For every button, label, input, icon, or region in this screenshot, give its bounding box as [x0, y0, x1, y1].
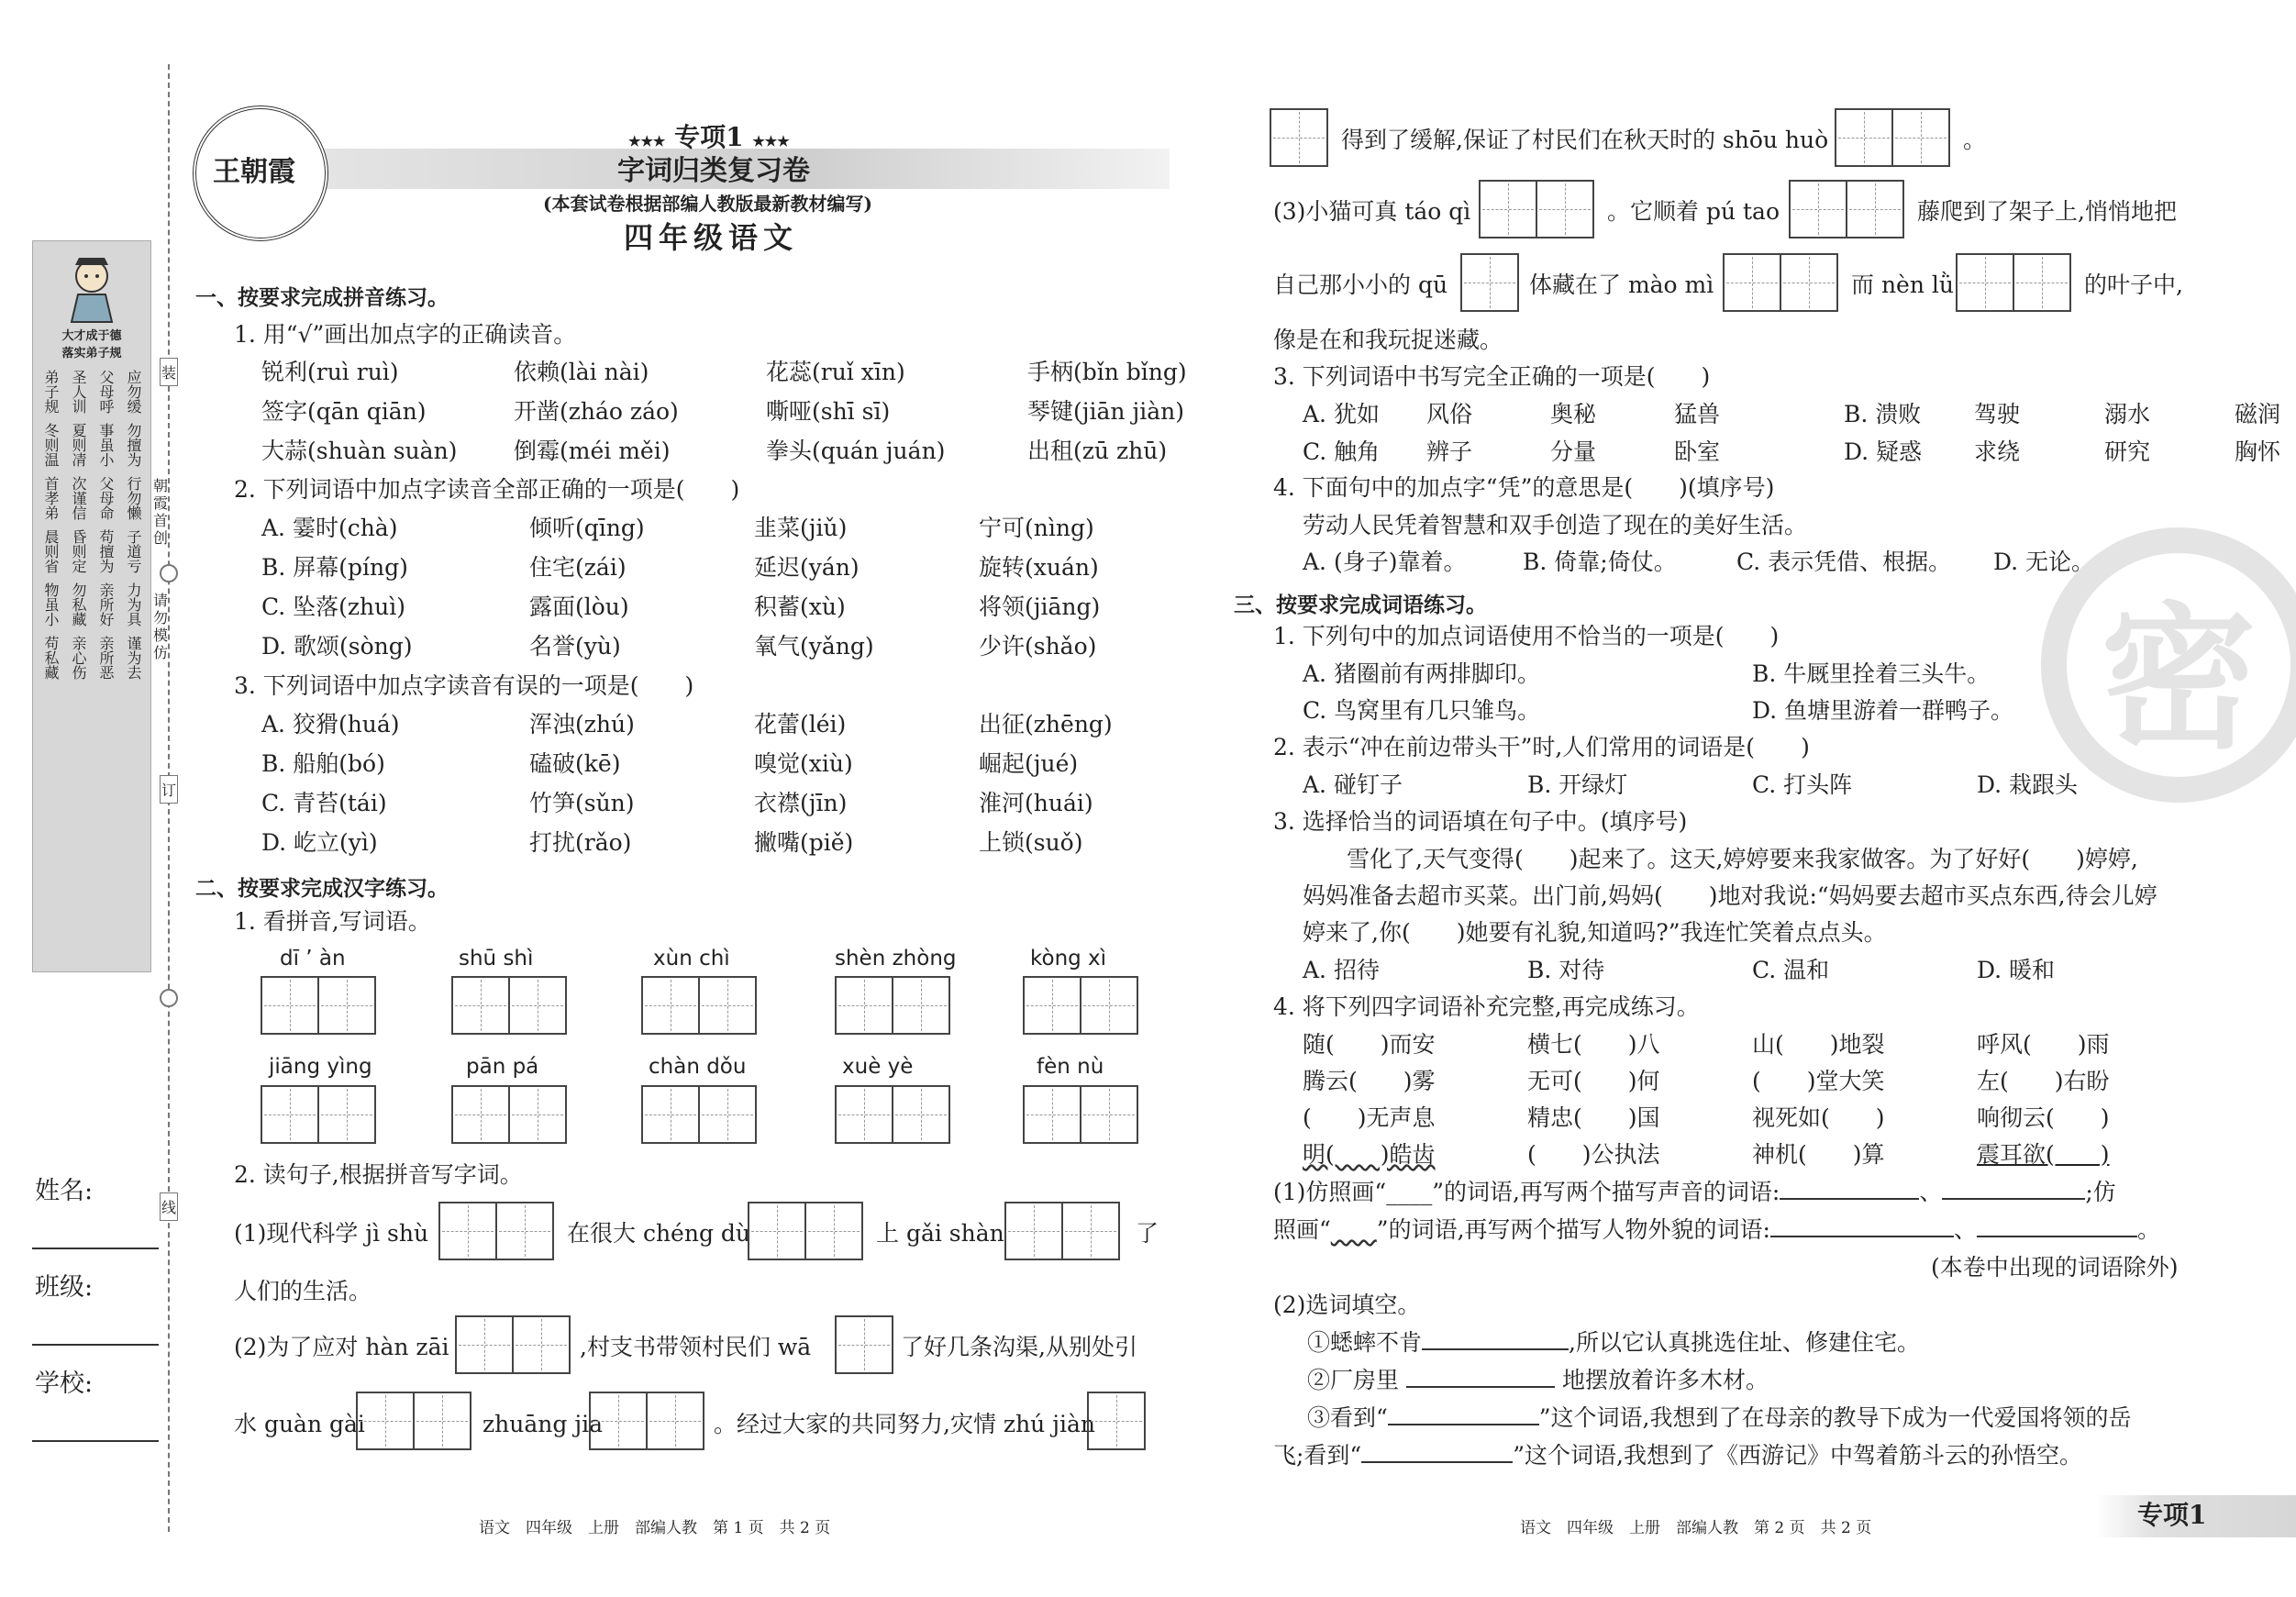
- q3-row-a: A. 狡猾(huá) 浑浊(zhú) 花蕾(léi) 出征(zhēng): [261, 711, 1113, 738]
- s4-line-1: (1)仿照画“____”的词语,再写两个描写声音的词语: 、 ;仿: [1273, 1179, 2116, 1205]
- s2-p2d: 水 guàn gài: [234, 1411, 365, 1437]
- stars-left: ★★★: [628, 133, 666, 150]
- r-l3c: 而 nèn lǜ: [1851, 272, 1954, 298]
- pinyin-5: kòng xì: [1030, 947, 1107, 970]
- r-l3d: 的叶子中,: [2084, 272, 2183, 298]
- grade-title: 四年级语文: [624, 220, 799, 255]
- r-l2a: (3)小猫可真 táo qì: [1273, 198, 1471, 225]
- name-label: 姓名:: [35, 1177, 94, 1205]
- r-q4-opts: A. (身子)靠着。 B. 倚靠;倚仗。 C. 表示凭借、根据。 D. 无论。: [1303, 549, 2095, 575]
- s2-p1e: 人们的生活。: [234, 1278, 372, 1304]
- s4-line-2: 照画“ ”的词语,再写两个描写人物外貌的词语: 、 。: [1273, 1216, 2160, 1243]
- q1-row1: 锐利(ruì ruì) 依赖(lài nài) 花蕊(ruǐ xīn) 手柄(bǐn bǐng): [261, 359, 1187, 385]
- tianzi-grid[interactable]: [589, 1392, 704, 1450]
- r-l3a: 自己那小小的 qū: [1273, 272, 1448, 298]
- verse-pair-5: 物虽小 勿私藏 亲所好 力为具: [42, 582, 142, 627]
- s1-q3: 3. 下列词语中加点字读音有误的一项是( ): [234, 672, 694, 699]
- s2-p2b: ,村支书带领村民们 wā: [580, 1334, 812, 1360]
- r-l2b: 。它顺着 pú tao: [1607, 198, 1780, 225]
- exam-subtitle: (本套试卷根据部编人教版最新教材编写): [543, 193, 872, 215]
- school-field[interactable]: [32, 1440, 159, 1442]
- tianzi-grid[interactable]: [1956, 253, 2071, 312]
- s2-q1: 1. 看拼音,写词语。: [234, 908, 431, 935]
- tianzi-grid[interactable]: [748, 1202, 863, 1260]
- answer-blank[interactable]: [1406, 1386, 1555, 1388]
- answer-blank[interactable]: [1942, 1198, 2085, 1200]
- tianzi-grid[interactable]: [1004, 1202, 1120, 1260]
- r-q3: 3. 下列词语中书写完全正确的一项是( ): [1273, 363, 1711, 390]
- binding-label-2: 订: [160, 775, 178, 804]
- s4-fill-3: ③看到“ ”这个词语,我想到了在母亲的教导下成为一代爱国将领的岳: [1307, 1404, 2132, 1431]
- stars-right: ★★★: [752, 133, 790, 150]
- s4-fill-4: 飞;看到“ ”这个词语,我想到了《西游记》中驾着筋斗云的孙悟空。: [1273, 1442, 2082, 1469]
- tianzi-grid[interactable]: [1789, 180, 1904, 238]
- tianzi-grid[interactable]: [455, 1315, 571, 1374]
- s4-note: (本卷中出现的词语除外): [1931, 1254, 2179, 1281]
- s3-q2: 2. 表示“冲在前边带头干”时,人们常用的词语是( ): [1273, 734, 1810, 760]
- s2-p2c: 了好几条沟渠,从别处引: [901, 1334, 1137, 1360]
- corner-tag-label: 专项1: [2137, 1500, 2207, 1530]
- tianzi-grid[interactable]: [1479, 180, 1594, 238]
- s2-p1c: 上 gǎi shàn: [876, 1220, 1004, 1247]
- s2-p2f: 。经过大家的共同努力,灾情 zhú jiàn: [714, 1411, 1095, 1437]
- class-label: 班级:: [35, 1273, 94, 1302]
- tianzi-grid[interactable]: [1723, 253, 1838, 312]
- q1-row2: 签字(qān qiān) 开凿(zháo záo) 嘶哑(shī sī) 琴键(jiān jiàn): [261, 398, 1184, 425]
- s2-p1a: (1)现代科学 jì shù: [234, 1220, 429, 1247]
- q3-row-d: D. 屹立(yì) 打扰(rǎo) 撇嘴(piě) 上锁(suǒ): [261, 829, 1083, 856]
- verse-pair-6: 苟私藏 亲心伤 亲所恶 谨为去: [42, 636, 142, 680]
- s3-q3-p1: 雪化了,天气变得( )起来了。这天,婷婷要来我家做客。为了好好( )婷婷,: [1347, 846, 2138, 872]
- pinyin-1: dī ’ àn: [280, 947, 346, 970]
- answer-blank[interactable]: [1361, 1461, 1513, 1463]
- header-series-line: [628, 117, 790, 154]
- tianzi-grid[interactable]: [451, 1085, 567, 1144]
- q3-row-c: C. 青苔(tái) 竹笋(sǔn) 衣襟(jīn) 淮河(huái): [261, 790, 1093, 816]
- pinyin-2: shū shì: [459, 947, 534, 970]
- s3-q2-opts: A. 碰钉子 B. 开绿灯 C. 打头阵 D. 栽跟头: [1303, 771, 2079, 798]
- s4-q2: (2)选词填空。: [1273, 1292, 1421, 1318]
- answer-blank[interactable]: [1388, 1424, 1539, 1425]
- scholar-figure-icon: [64, 250, 119, 324]
- answer-blank[interactable]: [1977, 1236, 2137, 1237]
- verse-block: [37, 370, 147, 680]
- q2-row-a: A. 霎时(chà) 倾听(qīng) 韭菜(jiǔ) 宁可(nìng): [261, 515, 1094, 541]
- pinyin-3: xùn chì: [653, 947, 730, 970]
- pinyin-10: fèn nù: [1037, 1055, 1104, 1079]
- idiom-row-1: 随( )而安 横七( )八 山( )地裂 呼风( )雨: [1303, 1031, 2110, 1058]
- pinyin-9: xuè yè: [842, 1055, 914, 1079]
- tianzi-grid[interactable]: [1460, 253, 1519, 312]
- answer-blank[interactable]: [1770, 1236, 1954, 1237]
- tianzi-grid[interactable]: [438, 1202, 554, 1260]
- s3-q3: 3. 选择恰当的词语填在句子中。(填序号): [1273, 808, 1688, 835]
- s3-q3-opts: A. 招待 B. 对待 C. 温和 D. 暖和: [1303, 957, 2056, 983]
- confidential-stamp: 密: [2041, 527, 2296, 803]
- q2-row-d: D. 歌颂(sòng) 名誉(yù) 氧气(yǎng) 少许(shǎo): [261, 633, 1097, 660]
- tianzi-grid[interactable]: [835, 976, 950, 1035]
- tianzi-grid[interactable]: [641, 1085, 757, 1144]
- r-l1b: 。: [1963, 127, 1987, 153]
- section-2-title: 二、按要求完成汉字练习。: [195, 877, 449, 901]
- s4-fill-2: ②厂房里 地摆放着许多木材。: [1307, 1367, 1769, 1393]
- section-3-title: 三、按要求完成词语练习。: [1234, 593, 1487, 617]
- answer-blank[interactable]: [1422, 1348, 1569, 1350]
- footer-page-1: 语文 四年级 上册 部编人教 第 1 页 共 2 页: [479, 1519, 831, 1537]
- series-label: 专项1: [674, 122, 744, 152]
- side-note-1: 朝霞首创: [152, 477, 168, 547]
- s2-p1b: 在很大 chéng dù: [567, 1220, 751, 1247]
- school-label: 学校:: [35, 1370, 94, 1398]
- tianzi-grid[interactable]: [1835, 108, 1950, 167]
- s1-q2: 2. 下列词语中加点字读音全部正确的一项是( ): [234, 476, 740, 503]
- r-l4: 像是在和我玩捉迷藏。: [1273, 327, 1503, 353]
- r-l2c: 藤爬到了架子上,悄悄地把: [1917, 198, 2177, 225]
- r-q3-row2: C. 触角 辨子 分量 卧室 D. 疑惑 求绕 研究 胸怀: [1303, 438, 2281, 465]
- s2-p2e: zhuāng jia: [482, 1411, 603, 1437]
- sidebar-motto-top: 大才成于德: [61, 329, 122, 343]
- tianzi-grid[interactable]: [356, 1392, 471, 1450]
- pinyin-7: pān pá: [466, 1055, 539, 1079]
- r-q4: 4. 下面句中的加点字“凭”的意思是( )(填序号): [1273, 474, 1775, 501]
- tianzi-grid[interactable]: [1023, 1085, 1138, 1144]
- q2-row-c: C. 坠落(zhuì) 露面(lòu) 积蓄(xù) 将领(jiāng): [261, 593, 1101, 620]
- binding-hole-1: [160, 564, 178, 582]
- pinyin-8: chàn dǒu: [649, 1055, 747, 1079]
- footer-page-2: 语文 四年级 上册 部编人教 第 2 页 共 2 页: [1520, 1519, 1872, 1537]
- binding-hole-2: [160, 989, 178, 1007]
- s3-q1: 1. 下列句中的加点词语使用不恰当的一项是( ): [1273, 623, 1780, 649]
- tianzi-grid[interactable]: [1270, 108, 1328, 167]
- idiom-row-2: 腾云( )雾 无可( )何 ( )堂大笑 左( )右盼: [1303, 1068, 2110, 1094]
- s3-q1-opts-1: A. 猪圈前有两排脚印。 B. 牛厩里拴着三头牛。: [1303, 660, 1991, 687]
- wavy-mark: [1331, 1216, 1377, 1243]
- idiom-row-4: 明( )皓齿 ( )公执法 神机( )算 震耳欲( ): [1303, 1141, 2110, 1168]
- s3-q3-p3: 婷来了,你( )她要有礼貌,知道吗?”我连忙笑着点点头。: [1303, 919, 1887, 946]
- tianzi-grid[interactable]: [835, 1315, 893, 1374]
- r-q4-sentence: 劳动人民凭着智慧和双手创造了现在的美好生活。: [1303, 512, 1808, 538]
- logo-text: 王朝霞: [213, 156, 295, 188]
- r-l3b: 体藏在了 mào mì: [1529, 272, 1714, 298]
- r-q3-row1: A. 犹如 风俗 奥秘 猛兽 B. 溃败 驾驶 溺水 磁润: [1303, 401, 2281, 427]
- s1-q1: 1. 用“√”画出加点字的正确读音。: [234, 321, 577, 348]
- tianzi-grid[interactable]: [1087, 1392, 1146, 1450]
- s3-q4: 4. 将下列四字词语补充完整,再完成练习。: [1273, 993, 1700, 1020]
- binding-label-3: 线: [160, 1192, 178, 1221]
- s2-q2: 2. 读句子,根据拼音写字词。: [234, 1161, 523, 1188]
- sidebar-panel: [32, 240, 151, 972]
- name-field[interactable]: [32, 1248, 159, 1249]
- tianzi-grid[interactable]: [451, 976, 567, 1035]
- binding-label-1: 装: [160, 358, 178, 386]
- q3-row-b: B. 船舶(bó) 磕破(kē) 嗅觉(xiù) 崛起(jué): [261, 750, 1079, 777]
- s3-q1-opts-2: C. 鸟窝里有几只雏鸟。 D. 鱼塘里游着一群鸭子。: [1303, 697, 2014, 724]
- tianzi-grid[interactable]: [1023, 976, 1138, 1035]
- s3-q3-p2: 妈妈准备去超市买菜。出门前,妈妈( )地对我说:“妈妈要去超市买点东西,待会儿婷: [1303, 882, 2157, 909]
- verse-pair-4: 晨则省 昏则定 苟擅为 子道亏: [42, 529, 142, 573]
- sidebar-motto-bottom: 落实弟子规: [61, 347, 122, 360]
- pinyin-6: jiāng yìng: [269, 1055, 372, 1079]
- r-l1a: 得到了缓解,保证了村民们在秋天时的 shōu huò: [1341, 127, 1829, 153]
- answer-blank[interactable]: [1780, 1198, 1919, 1200]
- s2-p1d: 了: [1136, 1220, 1159, 1247]
- tianzi-grid[interactable]: [835, 1085, 950, 1144]
- pinyin-4: shèn zhòng: [835, 947, 957, 970]
- exam-title: 字词归类复习卷: [617, 155, 810, 187]
- q1-row3: 大蒜(shuàn suàn) 倒霉(méi měi) 拳头(quán juán) 出租(zū zhū): [261, 438, 1168, 464]
- class-field[interactable]: [32, 1344, 159, 1346]
- idiom-row-3: ( )无声息 精忠( )国 视死如( ) 响彻云( ): [1303, 1104, 2110, 1131]
- tianzi-grid[interactable]: [261, 1085, 376, 1144]
- verse-pair-1: 弟子规 圣人训 父母呼 应勿缓: [42, 370, 142, 414]
- s4-fill-1: ①蟋蟀不肯 ,所以它认真挑选住址、修建住宅。: [1307, 1329, 1920, 1356]
- tianzi-grid[interactable]: [641, 976, 757, 1035]
- tianzi-grid[interactable]: [261, 976, 376, 1035]
- s2-p2a: (2)为了应对 hàn zāi: [234, 1334, 449, 1360]
- side-note-2: 请勿模仿: [152, 592, 168, 661]
- section-1-title: 一、按要求完成拼音练习。: [195, 286, 449, 310]
- verse-pair-3: 首孝弟 次谨信 父母命 行勿懒: [42, 476, 142, 520]
- verse-pair-2: 冬则温 夏则凊 事虽小 勿擅为: [42, 423, 142, 467]
- q2-row-b: B. 屏幕(píng) 住宅(zái) 延迟(yán) 旋转(xuán): [261, 554, 1099, 581]
